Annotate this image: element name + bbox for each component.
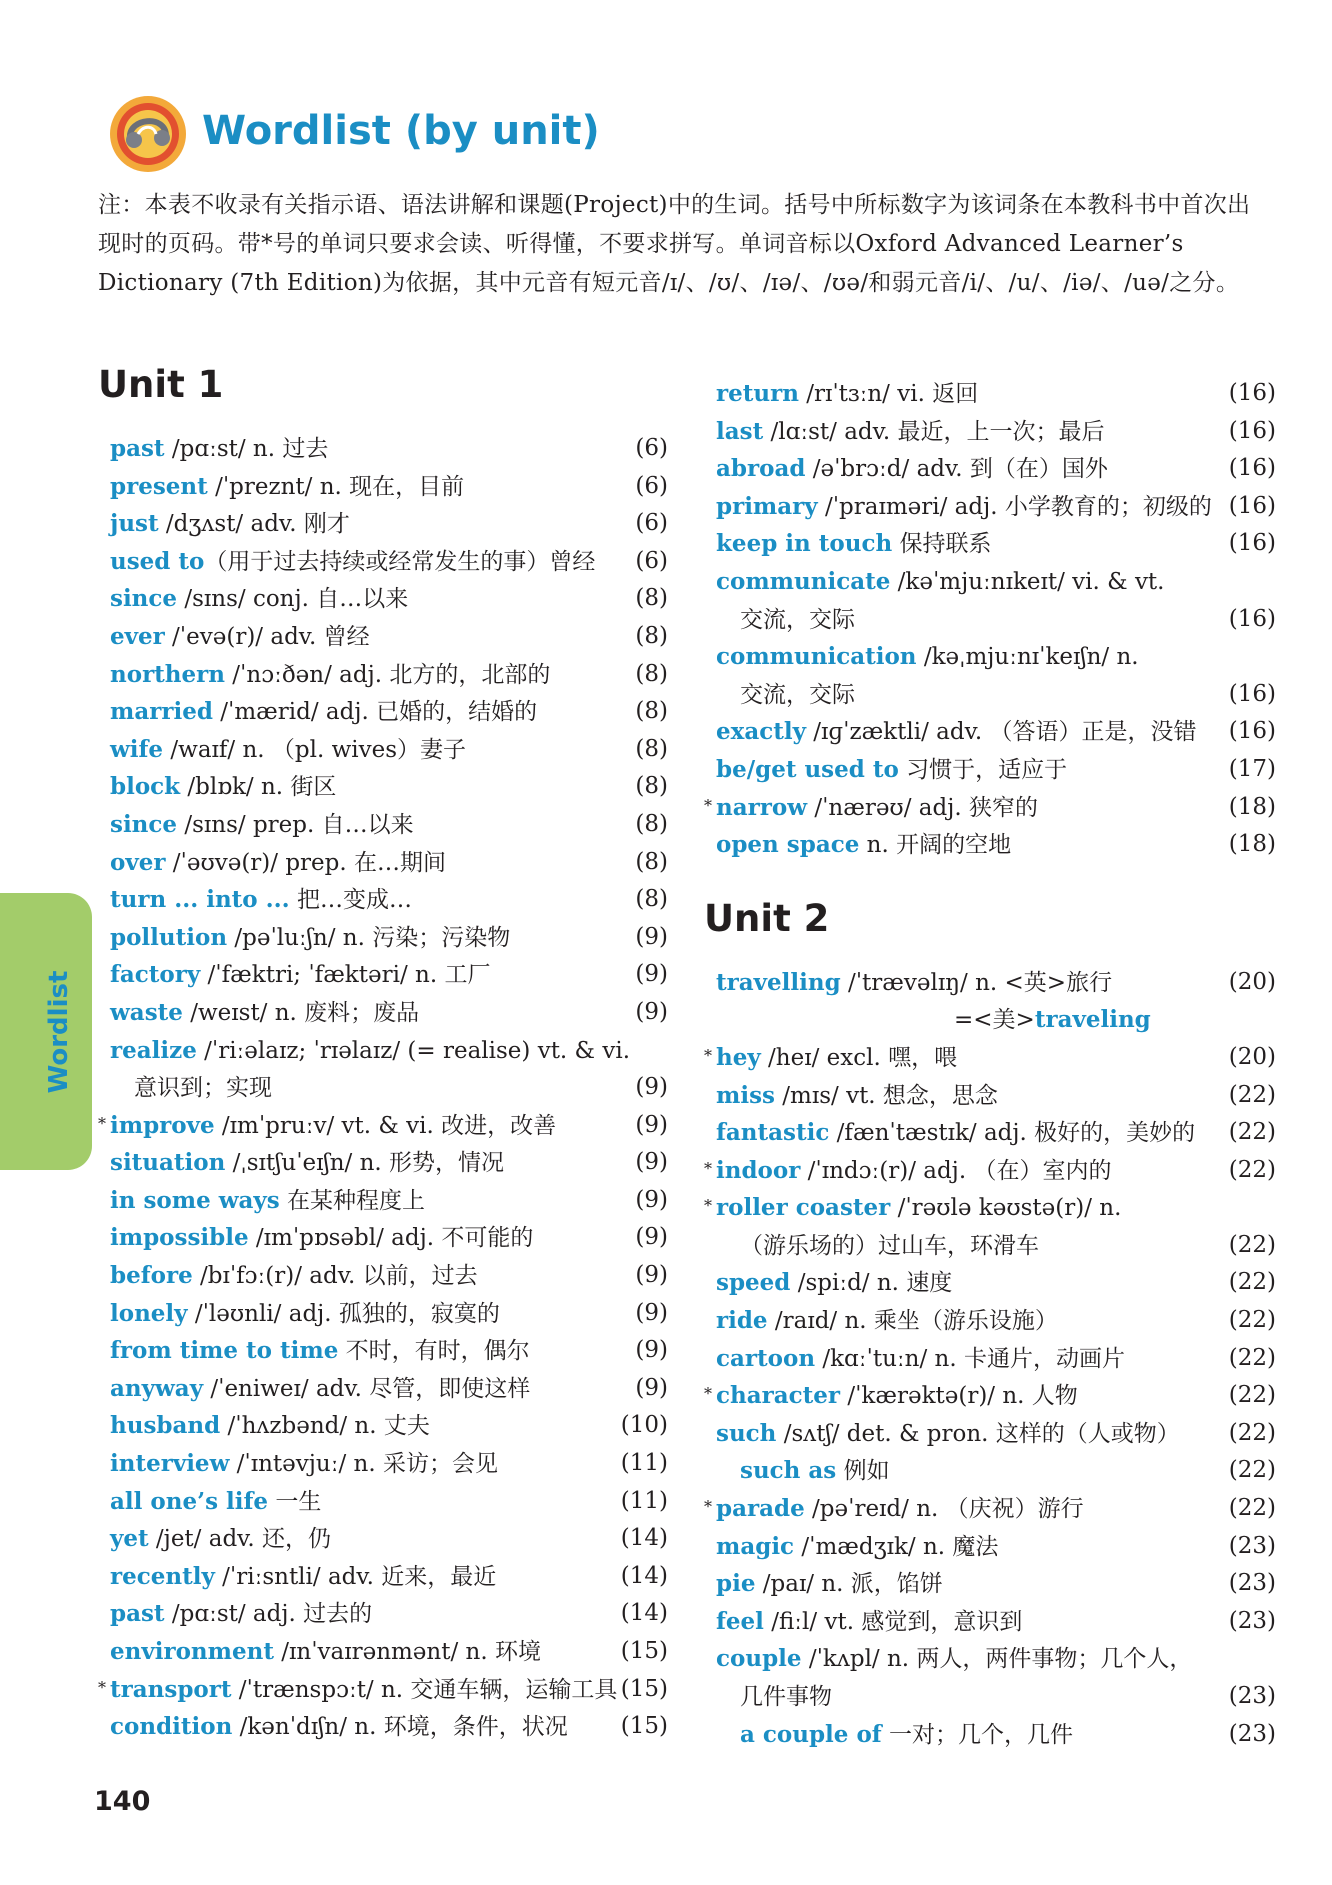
definition: /sɪns/ conj. 自…以来 — [177, 586, 409, 613]
page-reference: (22) — [1228, 1307, 1276, 1334]
headword: character — [716, 1382, 841, 1410]
headword: from time to time — [110, 1337, 339, 1365]
unit-2-heading: Unit 2 — [704, 896, 830, 940]
page-reference: (23) — [1228, 1720, 1276, 1747]
definition: 一对；几个，几件 — [881, 1721, 1073, 1748]
word-entry — [704, 413, 1276, 451]
definition: /kənˈdɪʃn/ n. 环境，条件，状况 — [232, 1714, 568, 1741]
headword: a couple of — [740, 1720, 882, 1748]
page-reference: (20) — [1228, 968, 1276, 995]
definition: /ˈeniweɪ/ adv. 尽管，即使这样 — [203, 1375, 531, 1402]
headword: magic — [716, 1532, 795, 1560]
word-entry — [704, 375, 1276, 413]
headword: be/get used to — [716, 755, 899, 783]
page-reference: (8) — [635, 886, 668, 913]
word-entry — [704, 789, 1276, 827]
page-reference: (9) — [635, 1111, 668, 1138]
definition: /ˈmædʒɪk/ n. 魔法 — [794, 1533, 999, 1560]
headword: parade — [716, 1495, 805, 1523]
word-entry — [704, 1603, 1276, 1641]
headword: realize — [110, 1036, 197, 1064]
definition: /ˈrəʊlə kəʊstə(r)/ n. — [890, 1195, 1122, 1222]
definition: /fiːl/ vt. 感觉到，意识到 — [763, 1608, 1023, 1635]
page-reference: (18) — [1228, 793, 1276, 820]
definition: /raɪd/ n. 乘坐（游乐设施） — [767, 1308, 1058, 1335]
page-reference: (22) — [1228, 1119, 1276, 1146]
definition: /rɪˈtɜːn/ vi. 返回 — [798, 381, 979, 407]
definition: 不时，有时，偶尔 — [338, 1338, 530, 1365]
word-entry — [98, 881, 668, 919]
headword: open space — [716, 831, 860, 859]
page-reference: (20) — [1228, 1043, 1276, 1070]
page-reference: (9) — [635, 1074, 668, 1101]
definition: /ˈriːsntli/ adv. 近来，最近 — [214, 1563, 497, 1590]
word-entry — [98, 1144, 668, 1182]
headword: hey — [716, 1043, 761, 1071]
word-entry — [98, 1069, 668, 1107]
definition: /paɪ/ n. 派，馅饼 — [755, 1571, 943, 1598]
word-entry — [98, 1295, 668, 1333]
definition: /ˈkʌpl/ n. 两人，两件事物；几个人， — [801, 1646, 1193, 1673]
definition: /ˈpreznt/ n. 现在，目前 — [207, 473, 465, 500]
word-entry — [704, 1077, 1276, 1115]
word-entry — [98, 994, 668, 1032]
definition: /ˈɪndɔː(r)/ adj. （在）室内的 — [800, 1157, 1112, 1184]
page-reference: (6) — [635, 435, 668, 461]
headword: lonely — [110, 1299, 188, 1327]
headword: narrow — [716, 793, 808, 821]
definition: /ɪɡˈzæktli/ adv. （答语）正是，没错 — [805, 719, 1197, 746]
headword: communication — [716, 643, 917, 671]
unit-1-wordlist — [98, 430, 668, 1746]
headword: exactly — [716, 718, 806, 746]
headword: wife — [110, 735, 164, 763]
word-entry — [704, 563, 1276, 601]
definition: /bɪˈfɔː(r)/ adv. 以前，过去 — [192, 1263, 478, 1290]
definition: （游乐场的）过山车，环滑车 — [740, 1232, 1039, 1259]
headword: communicate — [716, 567, 891, 595]
page-reference: (9) — [635, 1149, 668, 1176]
headword: environment — [110, 1638, 274, 1665]
page-reference: (22) — [1228, 1344, 1276, 1371]
word-entry — [98, 580, 668, 618]
headword: cartoon — [716, 1344, 816, 1372]
definition: /ˈevə(r)/ adv. 曾经 — [164, 623, 370, 650]
word-entry — [98, 1520, 668, 1558]
headword: waste — [110, 998, 183, 1026]
word-entry — [704, 1302, 1276, 1340]
definition: /ɪmˈpɒsəbl/ adj. 不可能的 — [248, 1225, 534, 1252]
page-reference: (14) — [620, 1600, 668, 1627]
headword: just — [110, 510, 159, 538]
word-entry — [98, 1558, 668, 1596]
word-entry — [704, 525, 1276, 563]
headword: since — [110, 810, 178, 838]
word-entry — [704, 1264, 1276, 1302]
page-reference: (23) — [1228, 1570, 1276, 1597]
word-entry — [98, 1032, 668, 1070]
word-entry — [704, 488, 1276, 526]
word-entry — [704, 1039, 1276, 1077]
definition: /pəˈluːʃn/ n. 污染；污染物 — [227, 924, 511, 951]
definition: /waɪf/ n. （pl. wives）妻子 — [163, 736, 467, 763]
definition: 交流，交际 — [740, 681, 855, 708]
headword: interview — [110, 1450, 230, 1478]
optional-spelling-star: * — [98, 1677, 106, 1697]
definition: /ˈpraɪməri/ adj. 小学教育的；初级的 — [817, 493, 1212, 520]
definition: /kəˌmjuːnɪˈkeɪʃn/ n. — [916, 644, 1139, 671]
definition: /sʌtʃ/ det. & pron. 这样的（人或物） — [776, 1420, 1180, 1447]
headword: transport — [110, 1675, 232, 1703]
word-entry — [98, 505, 668, 543]
definition: /spiːd/ n. 速度 — [790, 1270, 953, 1297]
word-entry — [98, 1595, 668, 1633]
headword: such as — [740, 1457, 837, 1485]
definition: 保持联系 — [892, 531, 992, 558]
headword: before — [110, 1262, 193, 1290]
headphones-badge-icon — [108, 94, 188, 174]
page-reference: (10) — [620, 1412, 668, 1439]
definition: /jet/ adv. 还，仍 — [148, 1526, 332, 1553]
definition: /mɪs/ vt. 想念，思念 — [774, 1082, 998, 1109]
headword: indoor — [716, 1156, 801, 1184]
page-reference: (8) — [635, 810, 668, 837]
page-reference: (14) — [620, 1562, 668, 1589]
definition: /kəˈmjuːnɪkeɪt/ vi. & vt. — [890, 568, 1165, 595]
word-entry — [704, 1152, 1276, 1190]
page-reference: (8) — [635, 735, 668, 762]
page-reference: (22) — [1228, 1156, 1276, 1183]
page-reference: (9) — [635, 1262, 668, 1289]
page-reference: (23) — [1228, 1683, 1276, 1709]
page-reference: (6) — [635, 510, 668, 537]
definition: /ˈəʊvə(r)/ prep. 在…期间 — [165, 849, 447, 876]
headword: pollution — [110, 923, 228, 951]
definition: /ˈmærid/ adj. 已婚的，结婚的 — [212, 699, 538, 726]
headword: married — [110, 698, 213, 726]
headword: husband — [110, 1412, 221, 1440]
side-tab-label: Wordlist — [44, 970, 74, 1094]
word-entry — [98, 1483, 668, 1521]
page-reference: (18) — [1228, 831, 1276, 858]
definition: n. 开阔的空地 — [859, 832, 1012, 859]
headword: abroad — [716, 455, 806, 483]
definition: 习惯于，适应于 — [898, 756, 1068, 783]
headword: pie — [716, 1570, 756, 1598]
page-reference: (15) — [620, 1675, 668, 1702]
headword: situation — [110, 1149, 226, 1177]
intro-note: 注：本表不收录有关指示语、语法讲解和课题(Project)中的生词。括号中所标数字为该词条在本教科书中首次出现时的页码。带*号的单词只要求会读、听得懂，不要求拼写。单词音标以Oxford Advanced Learner’s Dictionary (7th Edition)为依据，其中元音有短元音/ɪ/、/ʊ/、/ɪə/、/ʊə/和弱元音/i/、/u/、/iə/、/uə/之分。 — [98, 192, 1251, 296]
headword: block — [110, 773, 181, 801]
word-entry — [98, 468, 668, 506]
definition: 在某种程度上 — [279, 1187, 426, 1214]
word-entry — [98, 956, 668, 994]
word-entry — [98, 1407, 668, 1445]
definition: /ˈhʌzbənd/ n. 丈夫 — [220, 1413, 430, 1440]
definition: /ˈnɔːðən/ adj. 北方的，北部的 — [225, 661, 551, 688]
headword: return — [716, 380, 799, 407]
word-entry — [98, 1370, 668, 1408]
definition: /ˈfæktri; ˈfæktəri/ n. 工厂 — [200, 962, 491, 989]
word-entry — [98, 768, 668, 806]
page-reference: (11) — [620, 1450, 668, 1477]
page-reference: (15) — [620, 1713, 668, 1740]
definition: /pɑːst/ n. 过去 — [164, 436, 329, 462]
word-entry — [704, 1340, 1276, 1378]
headword: anyway — [110, 1374, 204, 1402]
word-entry — [704, 1001, 1276, 1039]
word-entry — [704, 1678, 1276, 1716]
optional-spelling-star: * — [704, 1497, 712, 1517]
page-reference: (22) — [1228, 1269, 1276, 1296]
word-entry — [704, 751, 1276, 789]
page-reference: (17) — [1228, 755, 1276, 782]
word-entry — [98, 1182, 668, 1220]
headword: used to — [110, 547, 205, 575]
optional-spelling-star: * — [704, 1045, 712, 1065]
optional-spelling-star: * — [704, 1196, 712, 1216]
definition: /ˌsɪtʃuˈeɪʃn/ n. 形势，情况 — [225, 1150, 505, 1177]
page-reference: (9) — [635, 1337, 668, 1364]
headword: such — [716, 1419, 777, 1447]
definition: /pəˈreɪd/ n. （庆祝）游行 — [804, 1496, 1084, 1523]
definition: /ˈtrænspɔːt/ n. 交通车辆，运输工具 — [231, 1676, 618, 1703]
word-entry — [704, 1415, 1276, 1453]
page-reference: (22) — [1228, 1419, 1276, 1446]
definition: 把…变成… — [289, 887, 412, 914]
page-reference: (23) — [1228, 1532, 1276, 1559]
word-entry — [98, 844, 668, 882]
definition: /dʒʌst/ adv. 刚才 — [158, 511, 350, 538]
page-reference: (16) — [1228, 530, 1276, 557]
definition: 一生 — [268, 1488, 322, 1515]
headword: primary — [716, 492, 818, 520]
page-number: 140 — [94, 1786, 151, 1817]
headword: travelling — [716, 968, 841, 996]
page-reference: (22) — [1228, 1457, 1276, 1484]
word-entry — [98, 1708, 668, 1746]
definition: /pɑːst/ adj. 过去的 — [164, 1601, 373, 1628]
page-reference: (22) — [1228, 1382, 1276, 1409]
headword: over — [110, 848, 166, 876]
headword: last — [716, 417, 764, 445]
headword: improve — [110, 1111, 215, 1139]
word-entry — [704, 713, 1276, 751]
headword: all one’s life — [110, 1487, 269, 1515]
headword: turn ... into ... — [110, 886, 290, 914]
headword: present — [110, 472, 208, 500]
page-reference: (8) — [635, 848, 668, 875]
word-entry — [704, 638, 1276, 676]
definition: 几件事物 — [740, 1684, 832, 1710]
definition: 交流，交际 — [740, 606, 855, 633]
word-entry — [704, 1640, 1276, 1678]
page-reference: (9) — [635, 998, 668, 1025]
headword: past — [110, 1600, 165, 1628]
headword: yet — [110, 1525, 149, 1553]
headword: feel — [716, 1607, 764, 1635]
word-entry — [704, 601, 1276, 639]
optional-spelling-star: * — [704, 1158, 712, 1178]
page-reference: (9) — [635, 1186, 668, 1213]
headword: past — [110, 435, 165, 462]
headword: traveling — [1034, 1006, 1151, 1034]
page-reference: (9) — [635, 1224, 668, 1251]
page-reference: (8) — [635, 585, 668, 612]
word-entry — [704, 1452, 1276, 1490]
word-entry — [704, 1114, 1276, 1152]
word-entry — [98, 1671, 668, 1709]
word-entry — [98, 731, 668, 769]
word-entry — [98, 1257, 668, 1295]
word-entry — [98, 618, 668, 656]
optional-spelling-star: * — [98, 1113, 106, 1133]
headword: ride — [716, 1307, 768, 1335]
definition: （用于过去持续或经常发生的事）曾经 — [204, 548, 596, 575]
headword: roller coaster — [716, 1194, 891, 1222]
optional-spelling-star: * — [704, 1384, 712, 1404]
page-reference: (8) — [635, 660, 668, 687]
page-title: Wordlist (by unit) — [202, 108, 600, 154]
page-reference: (16) — [1228, 718, 1276, 745]
definition: /ˈriːəlaɪz; ˈrɪəlaɪz/ (= realise) vt. & vi. — [196, 1037, 630, 1064]
word-entry — [704, 450, 1276, 488]
headword: condition — [110, 1713, 233, 1741]
word-entry — [98, 656, 668, 694]
unit-1-wordlist-continued — [704, 375, 1276, 864]
page-reference: (23) — [1228, 1607, 1276, 1634]
headword: impossible — [110, 1224, 249, 1252]
definition: /ˈɪntəvjuː/ n. 采访；会见 — [229, 1451, 498, 1478]
word-entry — [704, 1189, 1276, 1227]
page-reference: (9) — [635, 961, 668, 988]
word-entry — [704, 676, 1276, 714]
definition: /ɪnˈvaɪrənmənt/ n. 环境 — [273, 1639, 541, 1665]
word-entry — [704, 826, 1276, 864]
page-reference: (9) — [635, 1374, 668, 1401]
word-entry — [98, 919, 668, 957]
definition: /fænˈtæstɪk/ adj. 极好的，美妙的 — [829, 1120, 1196, 1147]
page-reference: (22) — [1228, 1081, 1276, 1108]
word-entry — [704, 1377, 1276, 1415]
page-reference: (9) — [635, 1299, 668, 1326]
page-reference: (16) — [1228, 680, 1276, 707]
page-reference: (16) — [1228, 455, 1276, 482]
page-reference: (8) — [635, 698, 668, 725]
page-reference: (14) — [620, 1525, 668, 1552]
headword: factory — [110, 961, 201, 989]
headword: fantastic — [716, 1119, 830, 1147]
page-reference: (16) — [1228, 417, 1276, 444]
word-entry — [98, 806, 668, 844]
definition: /ˈləʊnli/ adj. 孤独的，寂寞的 — [187, 1300, 500, 1327]
page-reference: (22) — [1228, 1495, 1276, 1522]
word-entry — [98, 1107, 668, 1145]
definition: 例如 — [836, 1458, 890, 1485]
page-reference: (8) — [635, 773, 668, 800]
optional-spelling-star: * — [704, 795, 712, 815]
word-entry — [704, 964, 1276, 1002]
definition: /ˈkærəktə(r)/ n. 人物 — [840, 1383, 1078, 1410]
word-entry — [704, 1716, 1276, 1754]
page-reference: (6) — [635, 472, 668, 499]
right-column — [704, 375, 1276, 1753]
word-entry — [704, 1565, 1276, 1603]
definition: /lɑːst/ adv. 最近，上一次；最后 — [763, 418, 1105, 445]
definition: /ˈtrævəlɪŋ/ n. <英>旅行 — [840, 969, 1113, 996]
page-reference: (16) — [1228, 605, 1276, 632]
definition: =<美> — [954, 1007, 1035, 1034]
unit-1-heading: Unit 1 — [98, 363, 224, 406]
page-reference: (8) — [635, 622, 668, 649]
definition: /ɪmˈpruːv/ vt. & vi. 改进，改善 — [214, 1112, 557, 1139]
page-reference: (9) — [635, 923, 668, 950]
word-entry — [98, 1445, 668, 1483]
page-reference: (15) — [620, 1638, 668, 1664]
word-entry — [98, 430, 668, 468]
headword: northern — [110, 660, 225, 688]
page-reference: (16) — [1228, 380, 1276, 406]
headword: ever — [110, 622, 165, 650]
page-reference: (22) — [1228, 1231, 1276, 1258]
definition: /blɒk/ n. 街区 — [180, 774, 337, 801]
page-reference: (6) — [635, 547, 668, 574]
word-entry — [98, 1219, 668, 1257]
headword: recently — [110, 1562, 215, 1590]
unit-2-wordlist — [704, 964, 1276, 1753]
headword: since — [110, 585, 178, 613]
word-entry — [98, 543, 668, 581]
definition: /kɑːˈtuːn/ n. 卡通片，动画片 — [815, 1345, 1125, 1372]
page-reference: (16) — [1228, 492, 1276, 519]
word-entry — [98, 1332, 668, 1370]
definition: 意识到；实现 — [134, 1075, 272, 1102]
definition: /əˈbrɔːd/ adv. 到（在）国外 — [805, 456, 1108, 483]
definition: /weɪst/ n. 废料；废品 — [182, 999, 420, 1026]
word-entry — [704, 1227, 1276, 1265]
definition: /heɪ/ excl. 嘿，喂 — [760, 1044, 958, 1071]
headword: speed — [716, 1269, 791, 1297]
left-column — [98, 360, 668, 1746]
definition: /sɪns/ prep. 自…以来 — [177, 811, 414, 838]
word-entry — [98, 693, 668, 731]
headword: couple — [716, 1645, 802, 1673]
word-entry — [704, 1528, 1276, 1566]
headword: keep in touch — [716, 530, 893, 558]
word-entry — [98, 1633, 668, 1671]
word-entry — [704, 1490, 1276, 1528]
headword: in some ways — [110, 1186, 280, 1214]
page-reference: (11) — [620, 1487, 668, 1514]
headword: miss — [716, 1081, 775, 1109]
definition: /ˈnærəʊ/ adj. 狭窄的 — [807, 794, 1038, 821]
